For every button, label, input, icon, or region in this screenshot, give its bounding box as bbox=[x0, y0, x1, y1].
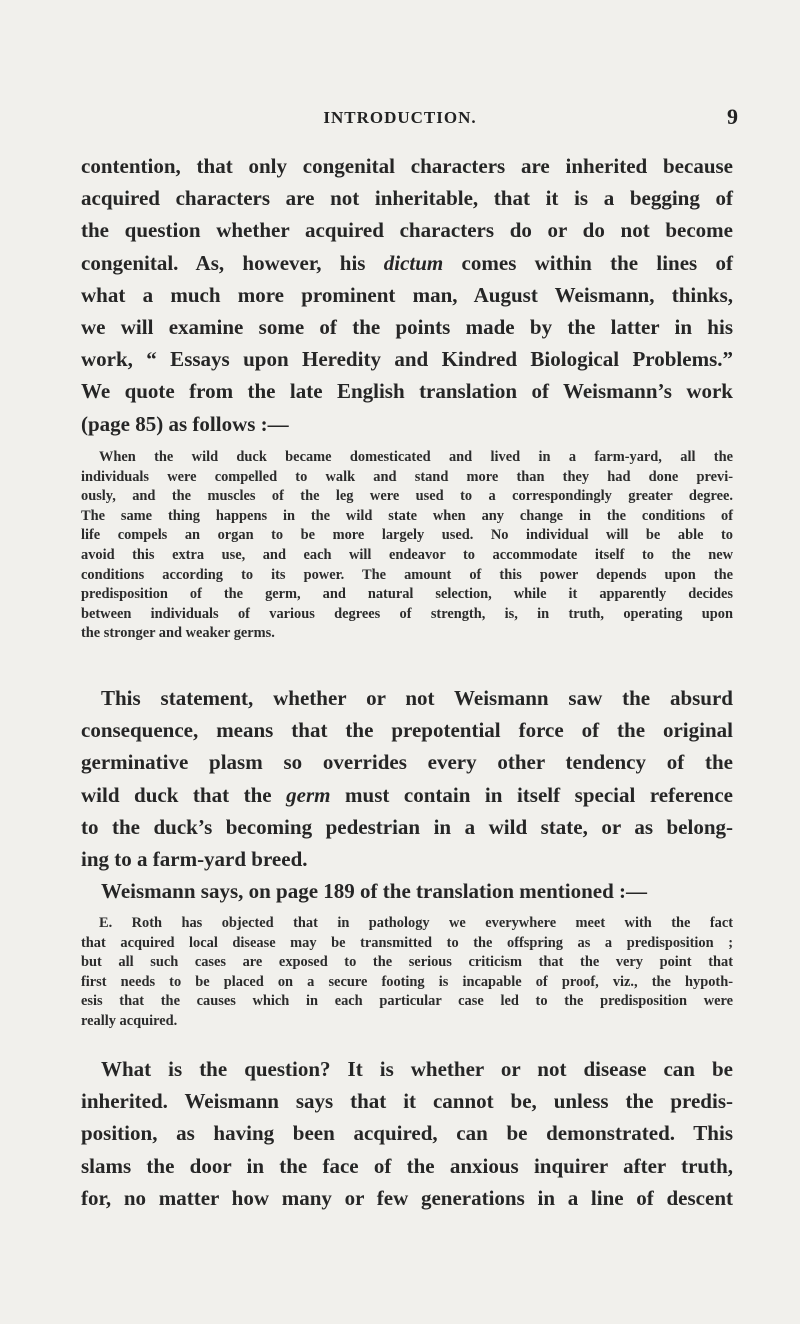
text-line: germinative plasm so overrides every other tendency of the bbox=[81, 750, 733, 775]
quote-line: but all such cases are exposed to the serious criticism that the very point that bbox=[81, 954, 733, 971]
paragraph-4 bbox=[81, 1053, 733, 1214]
quote-line: ously, and the muscles of the leg were used to a correspondingly greater degree. bbox=[81, 488, 733, 505]
quote-line: When the wild duck became domesticated and lived in a farm-yard, all the bbox=[99, 449, 733, 465]
quote-line: avoid this extra use, and each will endeavor to accommodate itself to the new bbox=[81, 546, 733, 563]
text-line: position, as having been acquired, can be demonstrated. This bbox=[81, 1121, 733, 1146]
text-line: We quote from the late English translation of Weismann’s work bbox=[81, 379, 733, 404]
text-line: (page 85) as follows :— bbox=[81, 411, 289, 436]
quote-line: The same thing happens in the wild state when any change in the conditions of bbox=[81, 507, 733, 524]
page-number: 9 bbox=[727, 104, 738, 129]
quote-line: conditions according to its power. The amount of this power depends upon the bbox=[81, 566, 733, 583]
text-line: consequence, means that the prepotential force of the original bbox=[81, 718, 733, 743]
block-quote-1 bbox=[81, 448, 733, 644]
quote-line: predisposition of the germ, and natural selection, while it apparently decides bbox=[81, 586, 733, 603]
text-line: This statement, whether or not Weismann saw the absurd bbox=[101, 686, 733, 710]
quote-line: first needs to be placed on a secure footing is incapable of proof, viz., the hypoth- bbox=[81, 973, 733, 990]
text-line: Weismann says, on page 189 of the translation mentioned :— bbox=[101, 879, 648, 904]
text-line: what a much more prominent man, August Weismann, thinks, bbox=[81, 282, 733, 307]
italic-word: dictum bbox=[383, 250, 444, 275]
quote-line: E. Roth has objected that in pathology we everywhere meet with the fact bbox=[99, 915, 733, 931]
text-line: contention, that only congenital characters are inherited because bbox=[81, 154, 733, 178]
quote-line: between individuals of various degrees of strength, is, in truth, operating upon bbox=[81, 605, 733, 622]
text-line: What is the question? It is whether or not disease can be bbox=[101, 1057, 733, 1081]
text-line: the question whether acquired characters do or do not become bbox=[81, 218, 733, 243]
header-title: INTRODUCTION. bbox=[323, 108, 477, 127]
text-line: ing to a farm-yard breed. bbox=[81, 847, 308, 872]
quote-line: that acquired local disease may be transmitted to the offspring as a predisposition ; bbox=[81, 934, 733, 951]
quote-line: individuals were compelled to walk and stand more than they had done previ- bbox=[81, 468, 733, 485]
running-header bbox=[0, 104, 800, 134]
paragraph-1 bbox=[81, 150, 733, 440]
text-line: we will examine some of the points made by the latter in his bbox=[81, 315, 733, 340]
quote-line: esis that the causes which in each particular case led to the predisposition were bbox=[81, 993, 733, 1010]
text-line: work, “ Essays upon Heredity and Kindred Biological Problems.” bbox=[81, 347, 733, 372]
text-line: congenital. As, however, his dictum comes within the lines of bbox=[81, 250, 733, 275]
text-line: to the duck’s becoming pedestrian in a wild state, or as belong- bbox=[81, 814, 733, 839]
quote-line: really acquired. bbox=[81, 1012, 178, 1029]
text-line: slams the door in the face of the anxious inquirer after truth, bbox=[81, 1153, 733, 1178]
quote-line: life compels an organ to be more largely used. No individual will be able to bbox=[81, 527, 733, 544]
italic-word: germ bbox=[286, 782, 331, 807]
text-line: wild duck that the germ must contain in itself special reference bbox=[81, 782, 733, 807]
text-line: for, no matter how many or few generations in a line of descent bbox=[81, 1185, 733, 1210]
paragraph-2 bbox=[81, 682, 733, 907]
block-quote-2 bbox=[81, 914, 733, 1032]
text-line: acquired characters are not inheritable, that it is a begging of bbox=[81, 186, 733, 211]
text-line: inherited. Weismann says that it cannot be, unless the predis- bbox=[81, 1089, 733, 1114]
quote-line: the stronger and weaker germs. bbox=[81, 625, 275, 642]
